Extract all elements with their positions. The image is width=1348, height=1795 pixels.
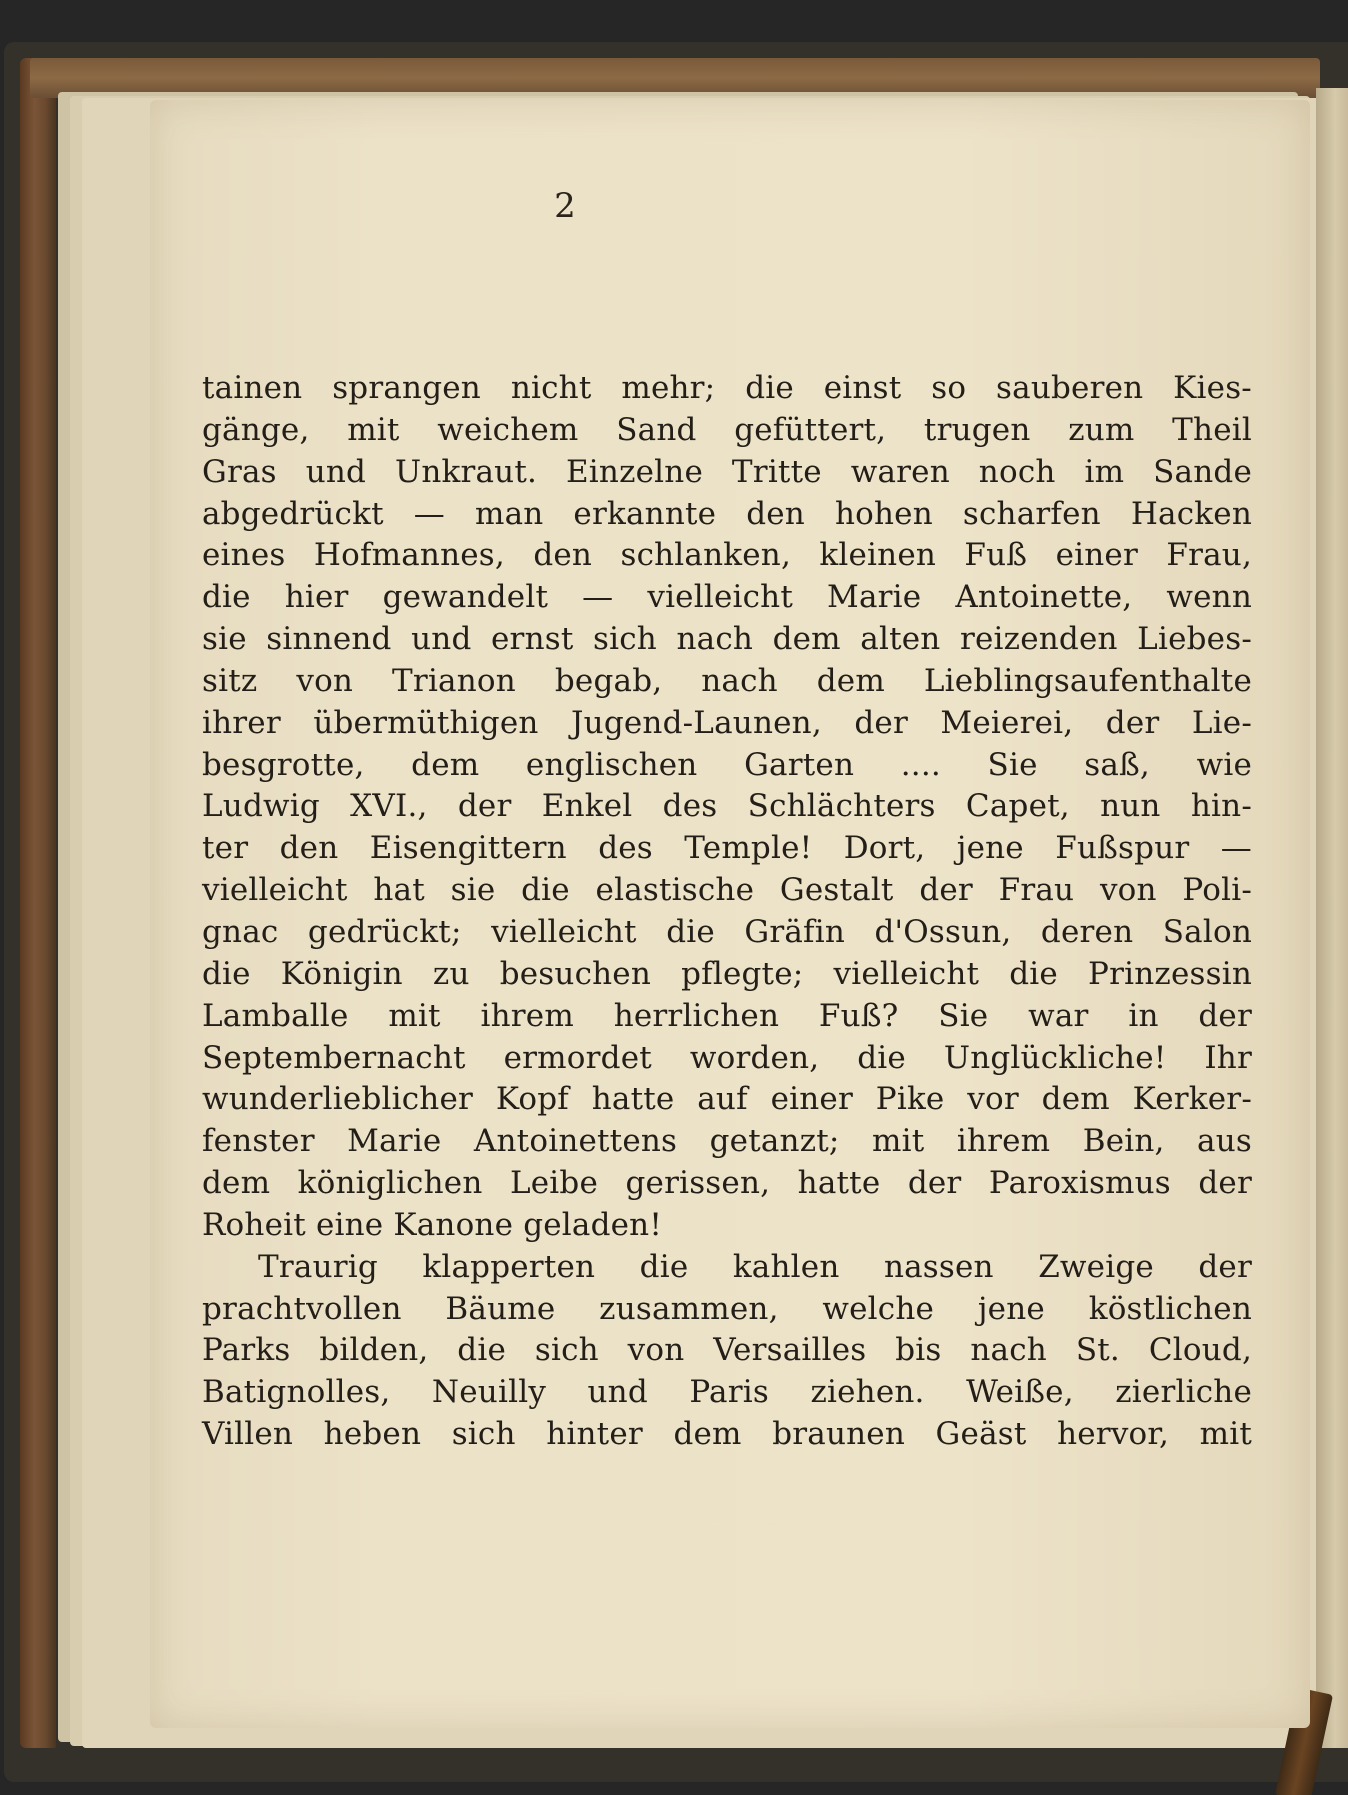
page-number: 2 bbox=[554, 186, 576, 226]
text-line: fenster Marie Antoinettens getanzt; mit ihrem Bein, aus bbox=[202, 1123, 1252, 1160]
text-line: abgedrückt — man erkannte den hohen scharfen Hacken bbox=[202, 495, 1252, 532]
paragraph bbox=[202, 368, 1252, 1247]
text-line: gänge, mit weichem Sand gefüttert, trugen zum Theil bbox=[202, 411, 1252, 448]
text-line: Traurig klapperten die kahlen nassen Zweige der bbox=[258, 1248, 1252, 1285]
text-line: Gras und Unkraut. Einzelne Tritte waren noch im Sande bbox=[202, 453, 1252, 490]
text-line: sie sinnend und ernst sich nach dem alten reizenden Liebes- bbox=[202, 621, 1252, 658]
text-line: Lamballe mit ihrem herrlichen Fuß? Sie war in der bbox=[202, 997, 1252, 1034]
text-line: Septembernacht ermordet worden, die Unglückliche! Ihr bbox=[202, 1039, 1252, 1076]
paragraph bbox=[202, 1247, 1252, 1456]
text-line: die hier gewandelt — vielleicht Marie Antoinette, wenn bbox=[202, 579, 1252, 616]
text-line: ter den Eisengittern des Temple! Dort, jene Fußspur — bbox=[202, 830, 1252, 867]
text-line: gnac gedrückt; vielleicht die Gräfin d'Ossun, deren Salon bbox=[202, 913, 1252, 950]
text-line: Villen heben sich hinter dem braunen Geäst hervor, mit bbox=[202, 1416, 1252, 1453]
text-line: die Königin zu besuchen pflegte; vielleicht die Prinzessin bbox=[202, 955, 1252, 992]
text-line: prachtvollen Bäume zusammen, welche jene köstlichen bbox=[202, 1290, 1252, 1327]
text-line: Roheit eine Kanone geladen! bbox=[202, 1206, 663, 1243]
text-line: Ludwig XVI., der Enkel des Schlächters Capet, nun hin- bbox=[202, 788, 1252, 825]
text-line: vielleicht hat sie die elastische Gestalt der Frau von Poli- bbox=[202, 872, 1252, 909]
facing-page-edge bbox=[1316, 88, 1348, 1748]
book-spine bbox=[20, 58, 56, 1748]
text-line: eines Hofmannes, den schlanken, kleinen Fuß einer Frau, bbox=[202, 537, 1252, 574]
page-text bbox=[202, 368, 1252, 1456]
text-line: Parks bilden, die sich von Versailles bis nach St. Cloud, bbox=[202, 1332, 1252, 1369]
text-line: sitz von Trianon begab, nach dem Lieblingsaufenthalte bbox=[202, 662, 1252, 699]
text-line: ihrer übermüthigen Jugend-Launen, der Meierei, der Lie- bbox=[202, 704, 1252, 741]
text-line: wunderlieblicher Kopf hatte auf einer Pike vor dem Kerker- bbox=[202, 1081, 1252, 1118]
text-line: dem königlichen Leibe gerissen, hatte der Paroxismus der bbox=[202, 1165, 1252, 1202]
text-line: tainen sprangen nicht mehr; die einst so sauberen Kies- bbox=[202, 370, 1252, 406]
text-line: Batignolles, Neuilly und Paris ziehen. Weiße, zierliche bbox=[202, 1374, 1252, 1411]
text-line: besgrotte, dem englischen Garten .... Sie saß, wie bbox=[202, 746, 1252, 783]
